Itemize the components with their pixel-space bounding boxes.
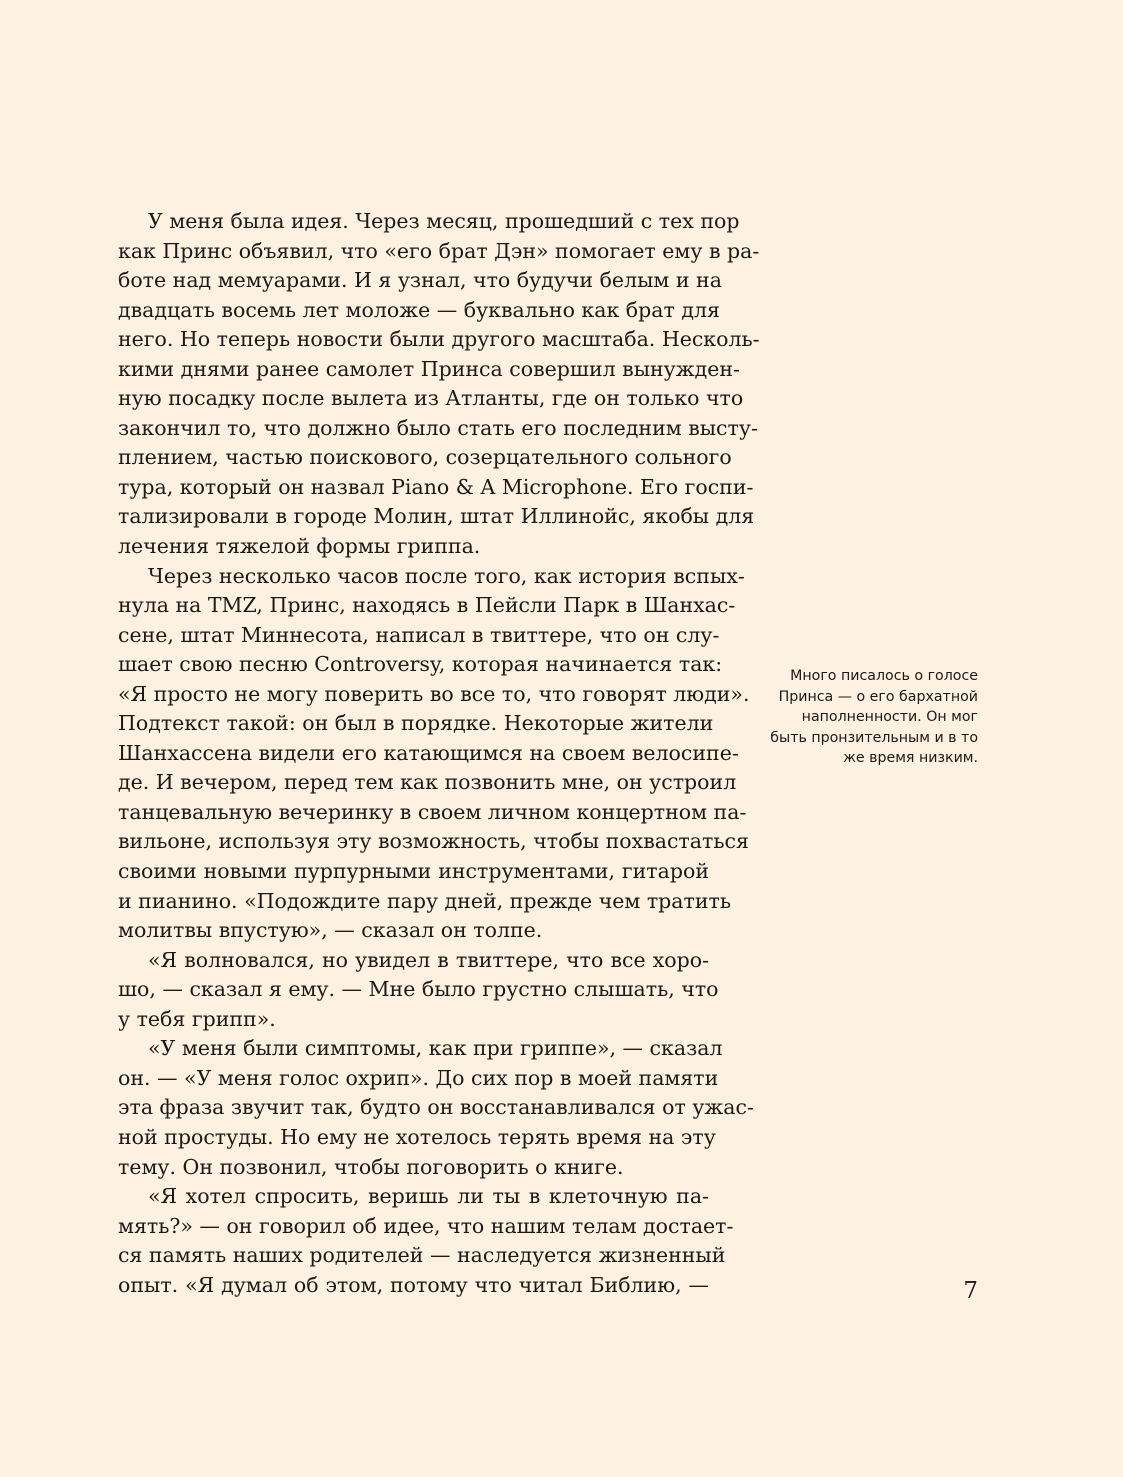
text-line: вильоне, используя эту возможность, чтобы похвастаться	[118, 829, 749, 854]
text-line: и пианино. «Подождите пару дней, прежде чем тратить	[118, 888, 732, 913]
margin-note-line: быть пронзительным и в то	[770, 729, 978, 746]
text-line: опыт. «Я думал об этом, потому что читал Библию, —	[118, 1272, 709, 1297]
text-line: у тебя грипп».	[118, 1006, 276, 1031]
text-line: де. И вечером, перед тем как позвонить мне, он устроил	[118, 770, 737, 795]
text-line: боте над мемуарами. И я узнал, что будучи белым и на	[118, 268, 722, 293]
text-line: «Я хотел спросить, веришь ли ты в клеточную па-	[148, 1184, 709, 1209]
text-line: «У меня были симптомы, как при гриппе», — сказал	[148, 1036, 723, 1061]
text-line: тура, который он назвал Piano & A Microphone. Его госпи-	[118, 474, 754, 499]
text-line: Шанхассена видели его катающимся на своем велосипе-	[118, 740, 739, 765]
text-line: ную посадку после вылета из Атланты, где он только что	[118, 386, 744, 411]
text-line: «Я волновался, но увидел в твиттере, что все хоро-	[148, 947, 709, 972]
text-line: плением, частью поискового, созерцательного сольного	[118, 445, 732, 470]
margin-note-line: Много писалось о голосе	[790, 668, 978, 684]
text-line: он. — «У меня голос охрип». До сих пор в моей памяти	[118, 1065, 719, 1090]
margin-note-line: же время низким.	[843, 750, 978, 767]
text-line: мять?» — он говорил об идее, что нашим телам достает-	[118, 1213, 734, 1238]
text-line: нула на TMZ, Принс, находясь в Пейсли Парк в Шанхас-	[118, 593, 736, 618]
text-line: Через несколько часов после того, как история вспых-	[148, 563, 745, 588]
text-line: молитвы впустую», — сказал он толпе.	[118, 918, 543, 943]
page-number: 7	[963, 1278, 978, 1304]
text-line: своими новыми пурпурными инструментами, гитарой	[118, 859, 709, 884]
text-line: танцевальную вечеринку в своем личном концертном па-	[118, 799, 747, 824]
text-line: кими днями ранее самолет Принса совершил вынужден-	[118, 356, 740, 381]
margin-note-line: наполненности. Он мог	[801, 709, 978, 726]
text-line: Подтекст такой: он был в порядке. Некоторые жители	[118, 711, 714, 736]
text-line: сене, штат Миннесота, написал в твиттере, что он слу-	[118, 622, 720, 647]
text-line: эта фраза звучит так, будто он восстанавливался от ужас-	[118, 1095, 754, 1120]
margin-note-line: Принса — о его бархатной	[778, 688, 978, 705]
text-line: У меня была идея. Через месяц, прошедший с тех пор	[148, 209, 740, 233]
text-line: шает свою песню Controversy, которая начинается так:	[118, 652, 723, 677]
text-line: двадцать восемь лет моложе — буквально как брат для	[118, 297, 720, 322]
text-line: тему. Он позвонил, чтобы поговорить о книге.	[118, 1154, 624, 1179]
text-line: лечения тяжелой формы гриппа.	[118, 534, 481, 559]
text-line: «Я просто не могу поверить во все то, что говорят люди».	[118, 681, 750, 706]
text-line: закончил то, что должно было стать его последним высту-	[118, 415, 758, 440]
text-line: него. Но теперь новости были другого масштаба. Несколь-	[118, 327, 760, 352]
margin-note	[748, 666, 978, 769]
text-line: шо, — сказал я ему. — Мне было грустно слышать, что	[118, 977, 719, 1002]
main-text-column	[118, 207, 760, 1300]
text-line: тализировали в городе Молин, штат Иллинойс, якобы для	[118, 504, 755, 529]
text-line: ной простуды. Но ему не хотелось терять время на эту	[118, 1124, 716, 1149]
text-line: как Принс объявил, что «его брат Дэн» помогает ему в ра-	[118, 238, 760, 263]
text-line: ся память наших родителей — наследуется жизненный	[118, 1243, 726, 1268]
